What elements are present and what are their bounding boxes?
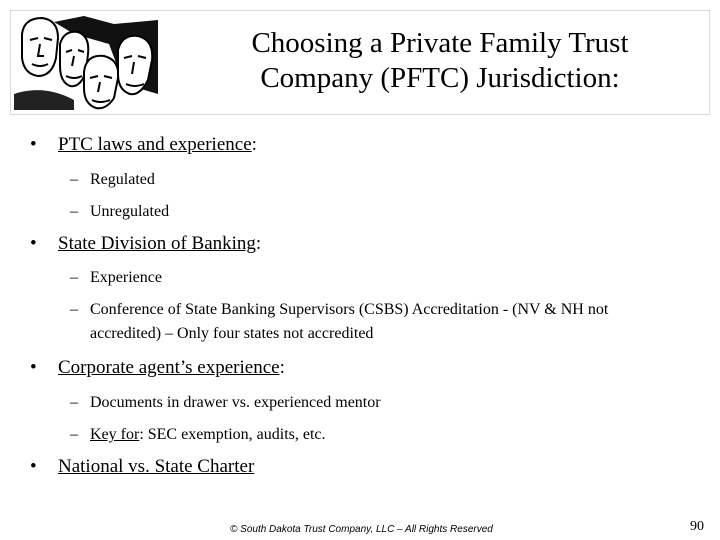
sub-item-text: Conference of State Banking Supervisors (CSBS) Accreditation - (NV & NH not accredited) – Only four states not accredited xyxy=(90,301,609,342)
bullet-text xyxy=(58,456,254,478)
dash-symbol: – xyxy=(70,203,78,220)
bullet-symbol: • xyxy=(30,456,37,477)
key-for-rest: : SEC exemption, audits, etc. xyxy=(139,426,326,443)
bullet-symbol: • xyxy=(30,134,37,155)
bullet-symbol: • xyxy=(30,233,37,254)
dash-symbol: – xyxy=(70,426,78,443)
bullet-suffix: : xyxy=(255,233,262,254)
bullet-text xyxy=(58,233,261,255)
sub-item-text: Unregulated xyxy=(90,203,170,220)
bullet-suffix: : xyxy=(251,134,257,155)
bullet-suffix: : xyxy=(279,357,285,378)
bullet-text xyxy=(58,134,257,156)
page-number: 90 xyxy=(690,519,704,534)
key-for-label: Key for xyxy=(90,426,140,443)
title-line-2: Company (PFTC) Jurisdiction: xyxy=(260,62,620,94)
bullet-label: State Division of Banking xyxy=(58,233,256,254)
sub-item-text: Documents in drawer vs. experienced mentor xyxy=(90,394,381,411)
copyright-footer: © South Dakota Trust Company, LLC – All Rights Reserved xyxy=(230,524,493,535)
bullet-text xyxy=(58,357,285,379)
sub-item-text: Regulated xyxy=(90,171,155,188)
bullet-symbol: • xyxy=(30,357,37,378)
sub-item-text: Experience xyxy=(90,269,162,286)
title-line-1: Choosing a Private Family Trust xyxy=(251,27,629,59)
bullet-label: Corporate agent’s experience xyxy=(58,357,280,378)
dash-symbol: – xyxy=(70,394,78,411)
dash-symbol: – xyxy=(70,171,78,188)
bullet-label: National vs. State Charter xyxy=(58,456,255,477)
dash-symbol: – xyxy=(70,301,78,318)
sub-item-text xyxy=(90,423,670,447)
bullet-label: PTC laws and experience xyxy=(58,134,252,155)
dash-symbol: – xyxy=(70,269,78,286)
